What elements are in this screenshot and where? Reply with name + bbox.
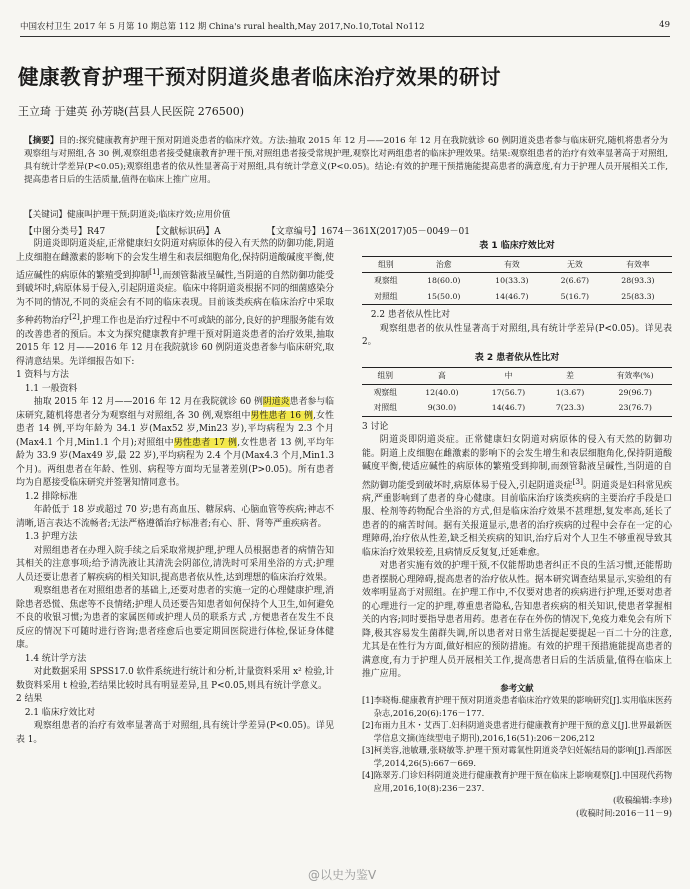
references-heading: 参考文献: [500, 682, 534, 693]
editor-note: (收稿编辑:李珍): [612, 795, 672, 806]
received-date: (收稿时间:2016－11－9): [575, 807, 672, 818]
running-header: [20, 20, 670, 37]
nursing-control-paragraph: 对照组患者在办理入院手续之后采取常规护理,护理人员根据患者的病情告知其相关的注意事项;给予清洗液让其清洗会阴部位,清洗时可采用坐浴的方式;护理人员还要让患者了解疾病的相关知识,提高患者依从性,达到理想的临床治疗效果。: [16, 545, 334, 583]
abstract-label: 【摘要】: [24, 136, 59, 146]
nursing-observe-paragraph: 观察组患者在对照组患者的基础上,还要对患者的实施一定的心理健康护理,消除患者恐慌、焦虑等不良情绪;护理人员还要告知患者如何保持个人卫生,如何避免不良的收银习惯;为患者的家属医师或护理人员的联系方式 ,方便患者在发生不良反应的情况下可随时进行咨询;患者痊愈后也要定期回医院进行体检,保证身体健康。: [16, 586, 334, 651]
discussion-paragraph: 阴道炎即阴道炎症。正常健康妇女阴道对病原体的侵入有天然的防御功能。阴道上皮细胞在雌激素的影响下的会发生增生和表层细胞角化,保持阴道酸碱度平衡,使适应碱性的病原体的繁殖受到抑制,而颈管黏液呈碱性,当阴道的自然防御功能受到破坏时,病原体易于侵入,引起阴道炎症[3]。阴道炎是妇科常见疾病,严重影响到了患者的身心健康。目前临床治疗该类疾病的主要治疗手段是口服、栓剂等药物配合坐浴的方式,但是临床治疗效果不甚理想,复发率高,延长了患者的的痛苦时间。据有关报道显示,患者的治疗疾病的过程中会存在一定的心理障碍,治疗依从性差,缺乏相关疾病的知识,治疗后对个人卫生不够重视导致其临床治疗效果较差,且病情反反复复,迁延难愈。: [362, 435, 672, 558]
abstract: [24, 135, 668, 187]
subsection-heading: 2.1 临床疗效比对: [24, 707, 96, 718]
references: [362, 682, 672, 820]
discussion-paragraph: 对患者实施有效的护理干预,不仅能帮助患者纠正不良的生活习惯,还能帮助患者摆脱心理障碍,提高患者的治疗依从性。据本研究调查结果显示,实验组的有效率明显高于对照组。在护理工作中,不仅要对患者的疾病进行护理,还要对患者的心理进行一定的护理,尊重患者隐私,告知患者疾病的相关知识,使患者掌握相关的内容;同时要指导患者用药。患者在存在外伤的情况下,免疫力难免会有所下降,极其容易发生菌群失调,所以患者对日常生活提起要提起一百二十分的注意,尤其是在性行为方面,做好相应的预防措施。有效的护理干预措施能提高患者的满意度,有力于护理人员开展相关工作,提高患者日后的生活质量,值得在临床上推广应用。: [362, 561, 672, 680]
journal-citation: 中国农村卫生 2017 年 5 月第 10 期总第 112 期 China's rural health,May 2017,No.10,Total No112: [20, 22, 425, 32]
reference-item: [4]陈翠芳.门诊妇科阴道炎进行健康教育护理干预在临床上影响观察[J].中国现代药物应用,2016,10(8):236－237.: [362, 770, 672, 793]
table-header-row: 组别 治愈 有效 无效 有效率: [362, 256, 672, 273]
table1: [362, 256, 672, 306]
section-heading: 1 资料与方法: [16, 370, 69, 381]
table2: [362, 367, 672, 417]
left-column: [16, 238, 334, 747]
section-heading: 2 结果: [16, 694, 43, 705]
intro-paragraph: 阴道炎即阴道炎症,正常健康妇女阴道对病原体的侵入有天然的防御功能,阴道上皮细胞在雌激素的影响下的会发生增生和表层细胞角化,保持阴道酸碱度平衡,使适应碱性的病原体的繁殖受到抑制[1],而颈管黏液呈碱性,当阴道的自然防御功能受到破坏时,病原体易于侵入,引起阴道炎症。临床中将阴道炎根据不同的细菌感染分为不同的情况,不同的炎症会有不同的临床表现。目前该类疾病在临床治疗中采取多种药物治疗[2],护理工作也是治疗过程中不可或缺的部分,良好的护理服务能有效的改善患者的预后。本文为探究健康教育护理干预对阴道炎患者的治疗效果,抽取 2015 年 12 月——2016 年 12 月在我院就诊 60 例阴道炎患者参与临床研究,取得清意结果。先详细报告如下:: [16, 239, 335, 367]
general-data-paragraph: 抽取 2015 年 12 月——2016 年 12 月在我院就诊 60 例阴道炎患者参与临床研究,随机将患者分为观察组与对照组,各 30 例,观察组中男性患者 16 例,女性患者 14 例,平均年龄为 34.1 岁(Max52 岁,Min23 岁),平均病程为 2.3 个月(Max4.1 个月,Min1.1 个月);对照组中男性患者 17 例,女性患者 13 例,平均年龄为 33.9 岁(Max49 岁,最 22 岁),平均病程为 2.4 个月(Max4.3 个月,Min1.3 个月)。两组患者在年龄、性别、病程等方面均无显著差别(P>0.05)。所有患者均为自愿接受临床研究并签署知情同意书。: [16, 397, 335, 489]
page-number: 49: [659, 20, 670, 30]
watermark: @以史为鉴V: [308, 868, 377, 882]
results-paragraph: 观察组患者的治疗有效率显著高于对照组,具有统计学差异(P<0.05)。详见表 1。: [16, 721, 334, 745]
table2-caption: 表 2 患者依从性比对: [474, 352, 560, 363]
class-number: 【中图分类号】R47: [24, 227, 106, 237]
reference-item: [3]柯美容,池敏珊,张晓敏等.护理干预对霉氧性阴道炎孕妇妊娠结局的影响[J].西部医学,2014,26(5):667－669.: [362, 745, 672, 768]
article-title: 健康教育护理干预对阴道炎患者临床治疗效果的研讨: [18, 65, 501, 89]
abstract-text: 目的:探究健康教育护理干预对阴道炎患者的临床疗效。方法:抽取 2015 年 12 月——2016 年 12 月在我院就诊 60 例阴道炎患者参与临床研究,随机将患者分为观察组与对照组,各 30 例,观察组患者接受健康教育护理干预,对照组患者接受常规护理,观察比对两组患者的临床护理效果。结果:观察组患者的治疗有效率显著高于对照组,具有统计学差异(P<0.05);观察组患者的依从性显著高于对照组,具有统计学意义(P<0.05)。结论:有效的护理干预措施能提高患者的满意度,有力于护理人员开展相关工作,提高患者日后的生活质量,值得在临床上推广应用。: [24, 136, 668, 185]
highlight: 男性患者 16 例: [250, 410, 314, 421]
right-column: [362, 238, 672, 819]
article-number: 【文章编号】1674－361X(2017)05－0049－01: [266, 227, 470, 237]
table1-caption: 表 1 临床疗效比对: [479, 241, 555, 251]
table-row: 观察组 18(60.0) 10(33.3) 2(6.67) 28(93.3): [374, 276, 655, 285]
highlight: 阴道炎: [262, 397, 290, 408]
subsection-heading: 1.1 一般资料: [24, 383, 78, 394]
subsection-heading: 1.2 排除标准: [24, 491, 78, 502]
exclusion-paragraph: 年龄低于 18 岁或超过 70 岁;患有高血压、糖尿病、心脑血管等疾病;神志不清晰,语言表达不流畅者;无法严格遵循治疗标准者;有心、肝、肾等严重疾病者。: [16, 505, 334, 529]
author-line: 王立琦 于建英 孙芳晓(莒县人民医院 276500): [18, 105, 245, 118]
document-code: 【文献标识码】A: [151, 227, 221, 237]
compliance-paragraph: 观察组患者的依从性显著高于对照组,具有统计学差异(P<0.05)。详见表 2。: [362, 323, 672, 347]
statistics-paragraph: 对此数据采用 SPSS17.0 软件系统进行统计和分析,计量资料采用 x² 检验,计数资料采用 t 检验,若结果比较时具有明显差异,且 P<0.05,则具有统计学意义。: [16, 667, 334, 691]
section-heading: 3 讨论: [362, 421, 389, 432]
subsection-heading: 2.2 患者依从性比对: [370, 310, 450, 320]
table-header-row: 组别 高 中 差 有效率(%): [362, 368, 672, 385]
keywords: 【关键词】健康叫护理干预;阴道炎;临床疗效;应用价值: [24, 210, 231, 220]
table-row: 观察组 12(40.0) 17(56.7) 1(3.67) 29(96.7): [373, 387, 652, 397]
reference-item: [2]布雨力且木・艾西丁.妇科阴道炎患者进行健康教育护理干预的意义[J].世界最新医学信息文摘(连续型电子期刊),2016,16(51):206－206,212: [362, 720, 672, 743]
subsection-heading: 1.4 统计学方法: [24, 653, 87, 664]
table-row: 对照组 15(50.0) 14(46.7) 5(16.7) 25(83.3): [362, 289, 672, 305]
subsection-heading: 1.3 护理方法: [24, 532, 78, 543]
reference-item: [1]李晓梅.健康教育护理干预对阴道炎患者临床治疗效果的影响研究[J].实用临床医药杂志,2016,20(6):176－177.: [362, 695, 672, 718]
highlight: 男性患者 17 例: [173, 437, 238, 448]
table-row: 对照组 9(30.0) 14(46.7) 7(23.3) 23(76.7): [362, 400, 672, 416]
classification-line: [24, 224, 668, 237]
